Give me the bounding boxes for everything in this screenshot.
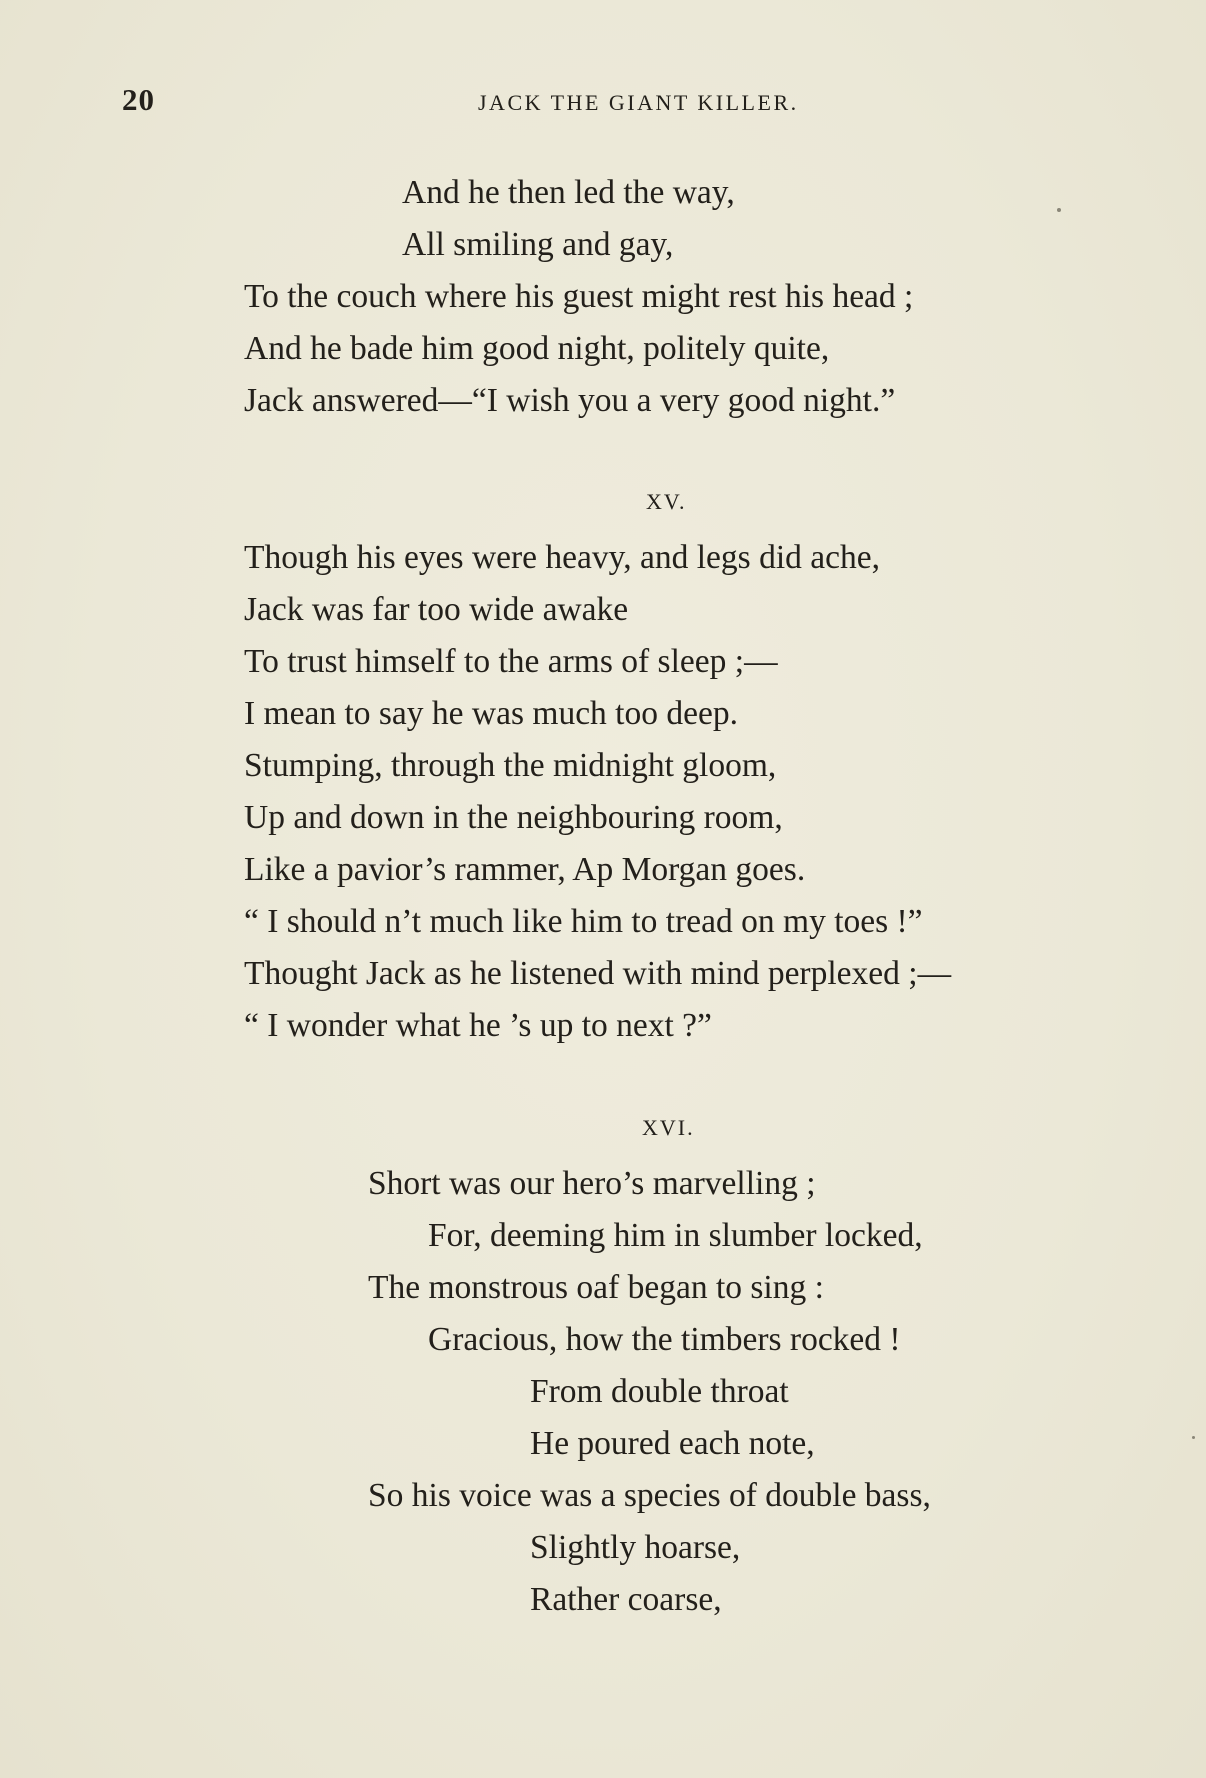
page-number: 20 [122, 82, 155, 117]
paper-speck [1192, 1436, 1195, 1439]
verse-line: Like a pavior’s rammer, Ap Morgan goes. [244, 851, 806, 888]
verse-line: To the couch where his guest might rest his head ; [244, 278, 914, 315]
verse-line: All smiling and gay, [402, 226, 674, 263]
verse-line: And he then led the way, [402, 174, 735, 211]
verse-line: So his voice was a species of double bass, [368, 1477, 931, 1514]
verse-line: Stumping, through the midnight gloom, [244, 747, 777, 784]
verse-line: Jack answered—“I wish you a very good night.” [244, 382, 896, 419]
verse-line: Rather coarse, [530, 1581, 722, 1618]
running-title: JACK THE GIANT KILLER. [478, 90, 799, 115]
verse-line: The monstrous oaf began to sing : [368, 1269, 824, 1306]
verse-line: And he bade him good night, politely quite, [244, 330, 830, 367]
verse-line: I mean to say he was much too deep. [244, 695, 738, 732]
verse-line: Jack was far too wide awake [244, 591, 629, 628]
verse-line: He poured each note, [530, 1425, 815, 1462]
stanza-number: XV. [646, 489, 687, 514]
verse-line: From double throat [530, 1373, 789, 1410]
verse-line: “ I should n’t much like him to tread on my toes !” [244, 903, 923, 940]
verse-line: Thought Jack as he listened with mind perplexed ;— [244, 955, 952, 992]
verse-line: “ I wonder what he ’s up to next ?” [244, 1007, 712, 1044]
verse-line: Short was our hero’s marvelling ; [368, 1165, 816, 1202]
verse-line: Up and down in the neighbouring room, [244, 799, 783, 836]
stanza-number: XVI. [642, 1115, 695, 1140]
verse-line: For, deeming him in slumber locked, [428, 1217, 923, 1254]
verse-line: Gracious, how the timbers rocked ! [428, 1321, 901, 1358]
verse-line: Though his eyes were heavy, and legs did ache, [244, 539, 880, 576]
verse-line: Slightly hoarse, [530, 1529, 741, 1566]
paper-speck [1057, 208, 1061, 212]
verse-line: To trust himself to the arms of sleep ;— [244, 643, 778, 680]
